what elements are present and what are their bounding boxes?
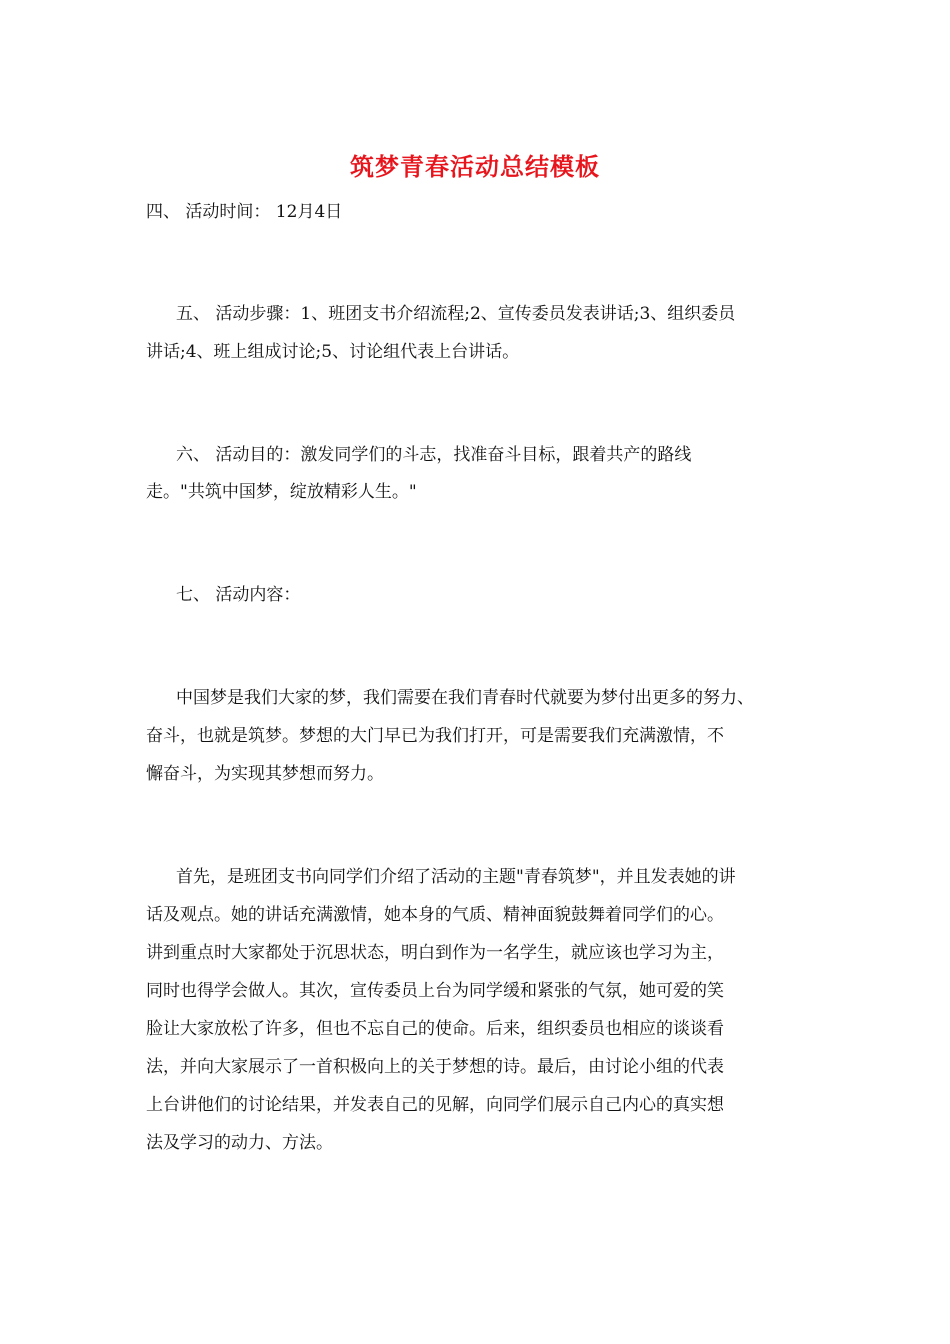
- paragraph-2-line-7: 上台讲他们的讨论结果，并发表自己的见解，向同学们展示自己内心的真实想: [146, 1095, 724, 1115]
- paragraph-2-line-3: 讲到重点时大家都处于沉思状态，明白到作为一名学生，就应该也学习为主，: [146, 943, 724, 963]
- page-title: 筑梦青春活动总结模板: [350, 152, 600, 181]
- section-steps-line-1: 五、 活动步骤：1、班团支书介绍流程;2、宣传委员发表讲话;3、组织委员: [176, 304, 736, 324]
- paragraph-2-line-6: 法，并向大家展示了一首积极向上的关于梦想的诗。最后，由讨论小组的代表: [146, 1057, 724, 1077]
- section-steps-line-2: 讲话;4、班上组成讨论;5、讨论组代表上台讲话。: [146, 342, 520, 362]
- paragraph-1-line-2: 奋斗，也就是筑梦。梦想的大门早已为我们打开，可是需要我们充满激情，不: [146, 726, 724, 746]
- paragraph-2-line-1: 首先，是班团支书向同学们介绍了活动的主题"青春筑梦"，并且发表她的讲: [176, 867, 736, 887]
- section-purpose-line-2: 走。"共筑中国梦，绽放精彩人生。": [146, 482, 417, 502]
- section-content-line-1: 七、 活动内容：: [176, 585, 301, 605]
- section-time-line-1: 四、 活动时间： 12月4日: [146, 202, 343, 222]
- paragraph-2-line-8: 法及学习的动力、方法。: [146, 1133, 333, 1153]
- paragraph-2-line-2: 话及观点。她的讲话充满激情，她本身的气质、精神面貌鼓舞着同学们的心。: [146, 905, 724, 925]
- paragraph-1-line-3: 懈奋斗，为实现其梦想而努力。: [146, 764, 384, 784]
- paragraph-1-line-1: 中国梦是我们大家的梦，我们需要在我们青春时代就要为梦付出更多的努力、: [176, 688, 754, 708]
- paragraph-2-line-4: 同时也得学会做人。其次，宣传委员上台为同学缓和紧张的气氛，她可爱的笑: [146, 981, 724, 1001]
- paragraph-2-line-5: 脸让大家放松了许多，但也不忘自己的使命。后来，组织委员也相应的谈谈看: [146, 1019, 724, 1039]
- section-purpose-line-1: 六、 活动目的：激发同学们的斗志，找准奋斗目标，跟着共产的路线: [176, 445, 692, 465]
